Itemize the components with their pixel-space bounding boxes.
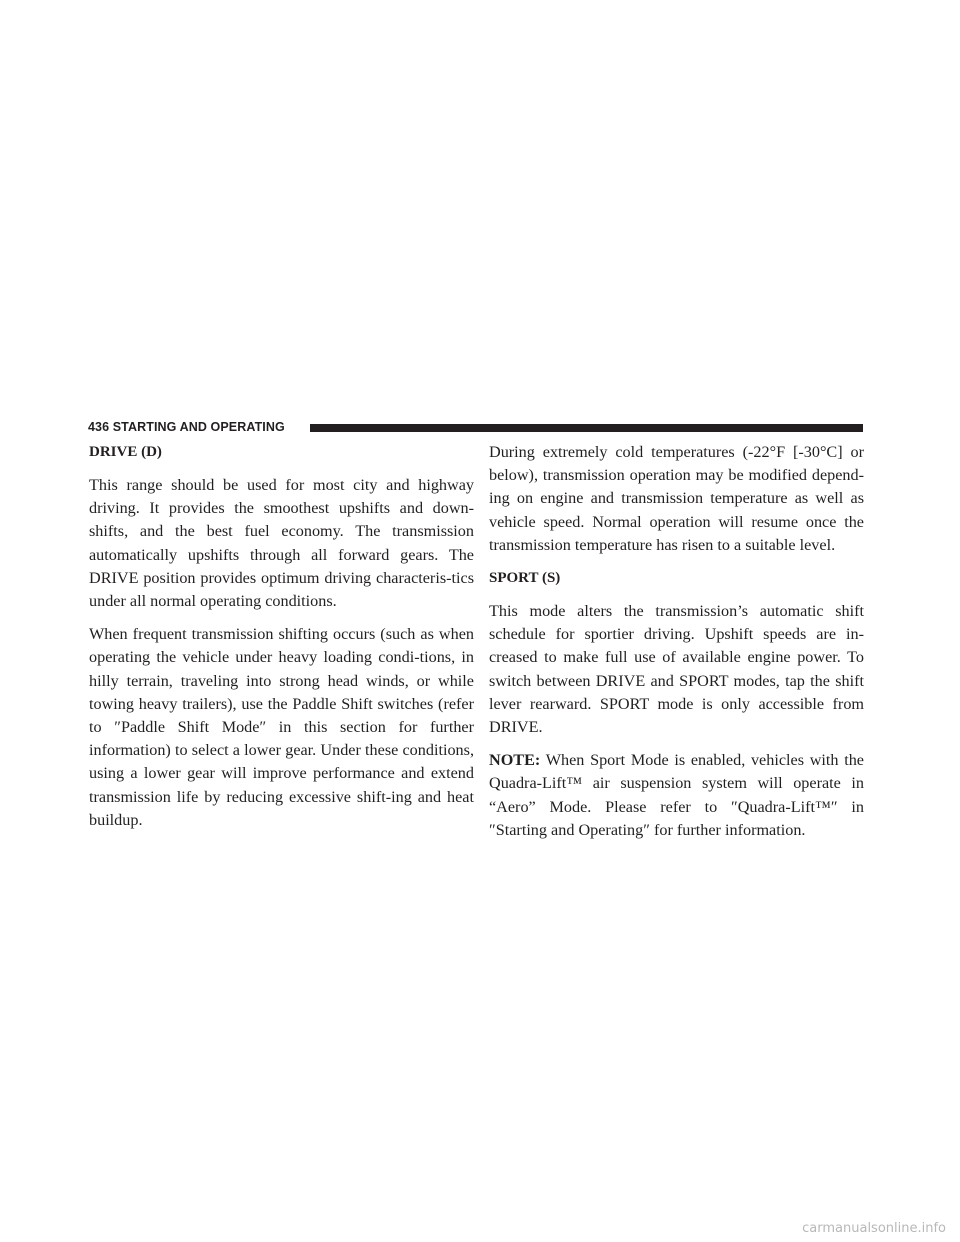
note-label: NOTE: xyxy=(489,751,541,770)
left-column xyxy=(89,441,474,842)
sport-paragraph: This mode alters the transmission’s automatic shift schedule for sportier driving. Upshift speeds are in-creased to make full use of available engine power. To switch between DRIVE and SPORT modes, tap the shift lever rearward. SPORT mode is only accessible from DRIVE. xyxy=(489,602,864,737)
cold-temperature-paragraph: During extremely cold temperatures (-22°F [-30°C] or below), transmission operation may be modified depend-ing on engine and transmission temperature as well as vehicle speed. Normal operation will resume once the transmission temperature has risen to a suitable level. xyxy=(489,443,864,554)
sport-heading: SPORT (S) xyxy=(489,570,561,587)
drive-heading: DRIVE (D) xyxy=(89,444,162,460)
page-number-section-title: 436 STARTING AND OPERATING xyxy=(88,420,285,434)
drive-paragraph-1: This range should be used for most city and highway driving. It provides the smoothest upshifts and down-shifts, and the best fuel economy. The transmission automatically upshifts through all forward gears. The DRIVE position provides optimum driving characteris-tics under all normal operating conditions. xyxy=(89,476,474,611)
watermark-link[interactable]: carmanualsonline.info xyxy=(802,1221,946,1236)
note-paragraph xyxy=(489,749,864,842)
note-text: When Sport Mode is enabled, vehicles with the Quadra-Lift™ air suspension system will operate in “Aero” Mode. Please refer to ″Quadra-Lift™″ in ″Starting and Operating″ for further information. xyxy=(489,751,864,839)
header-rule-bar xyxy=(310,424,863,432)
page-header xyxy=(88,421,863,434)
drive-paragraph-2: When frequent transmission shifting occurs (such as when operating the vehicle under heavy loading condi-tions, in hilly terrain, traveling into strong head winds, or while towing heavy trailers), use the Paddle Shift switches (refer to ″Paddle Shift Mode″ in this section for further information) to select a lower gear. Under these conditions, using a lower gear will improve performance and extend transmission life by reducing excessive shift-ing and heat buildup. xyxy=(89,625,474,829)
right-column xyxy=(489,441,864,852)
